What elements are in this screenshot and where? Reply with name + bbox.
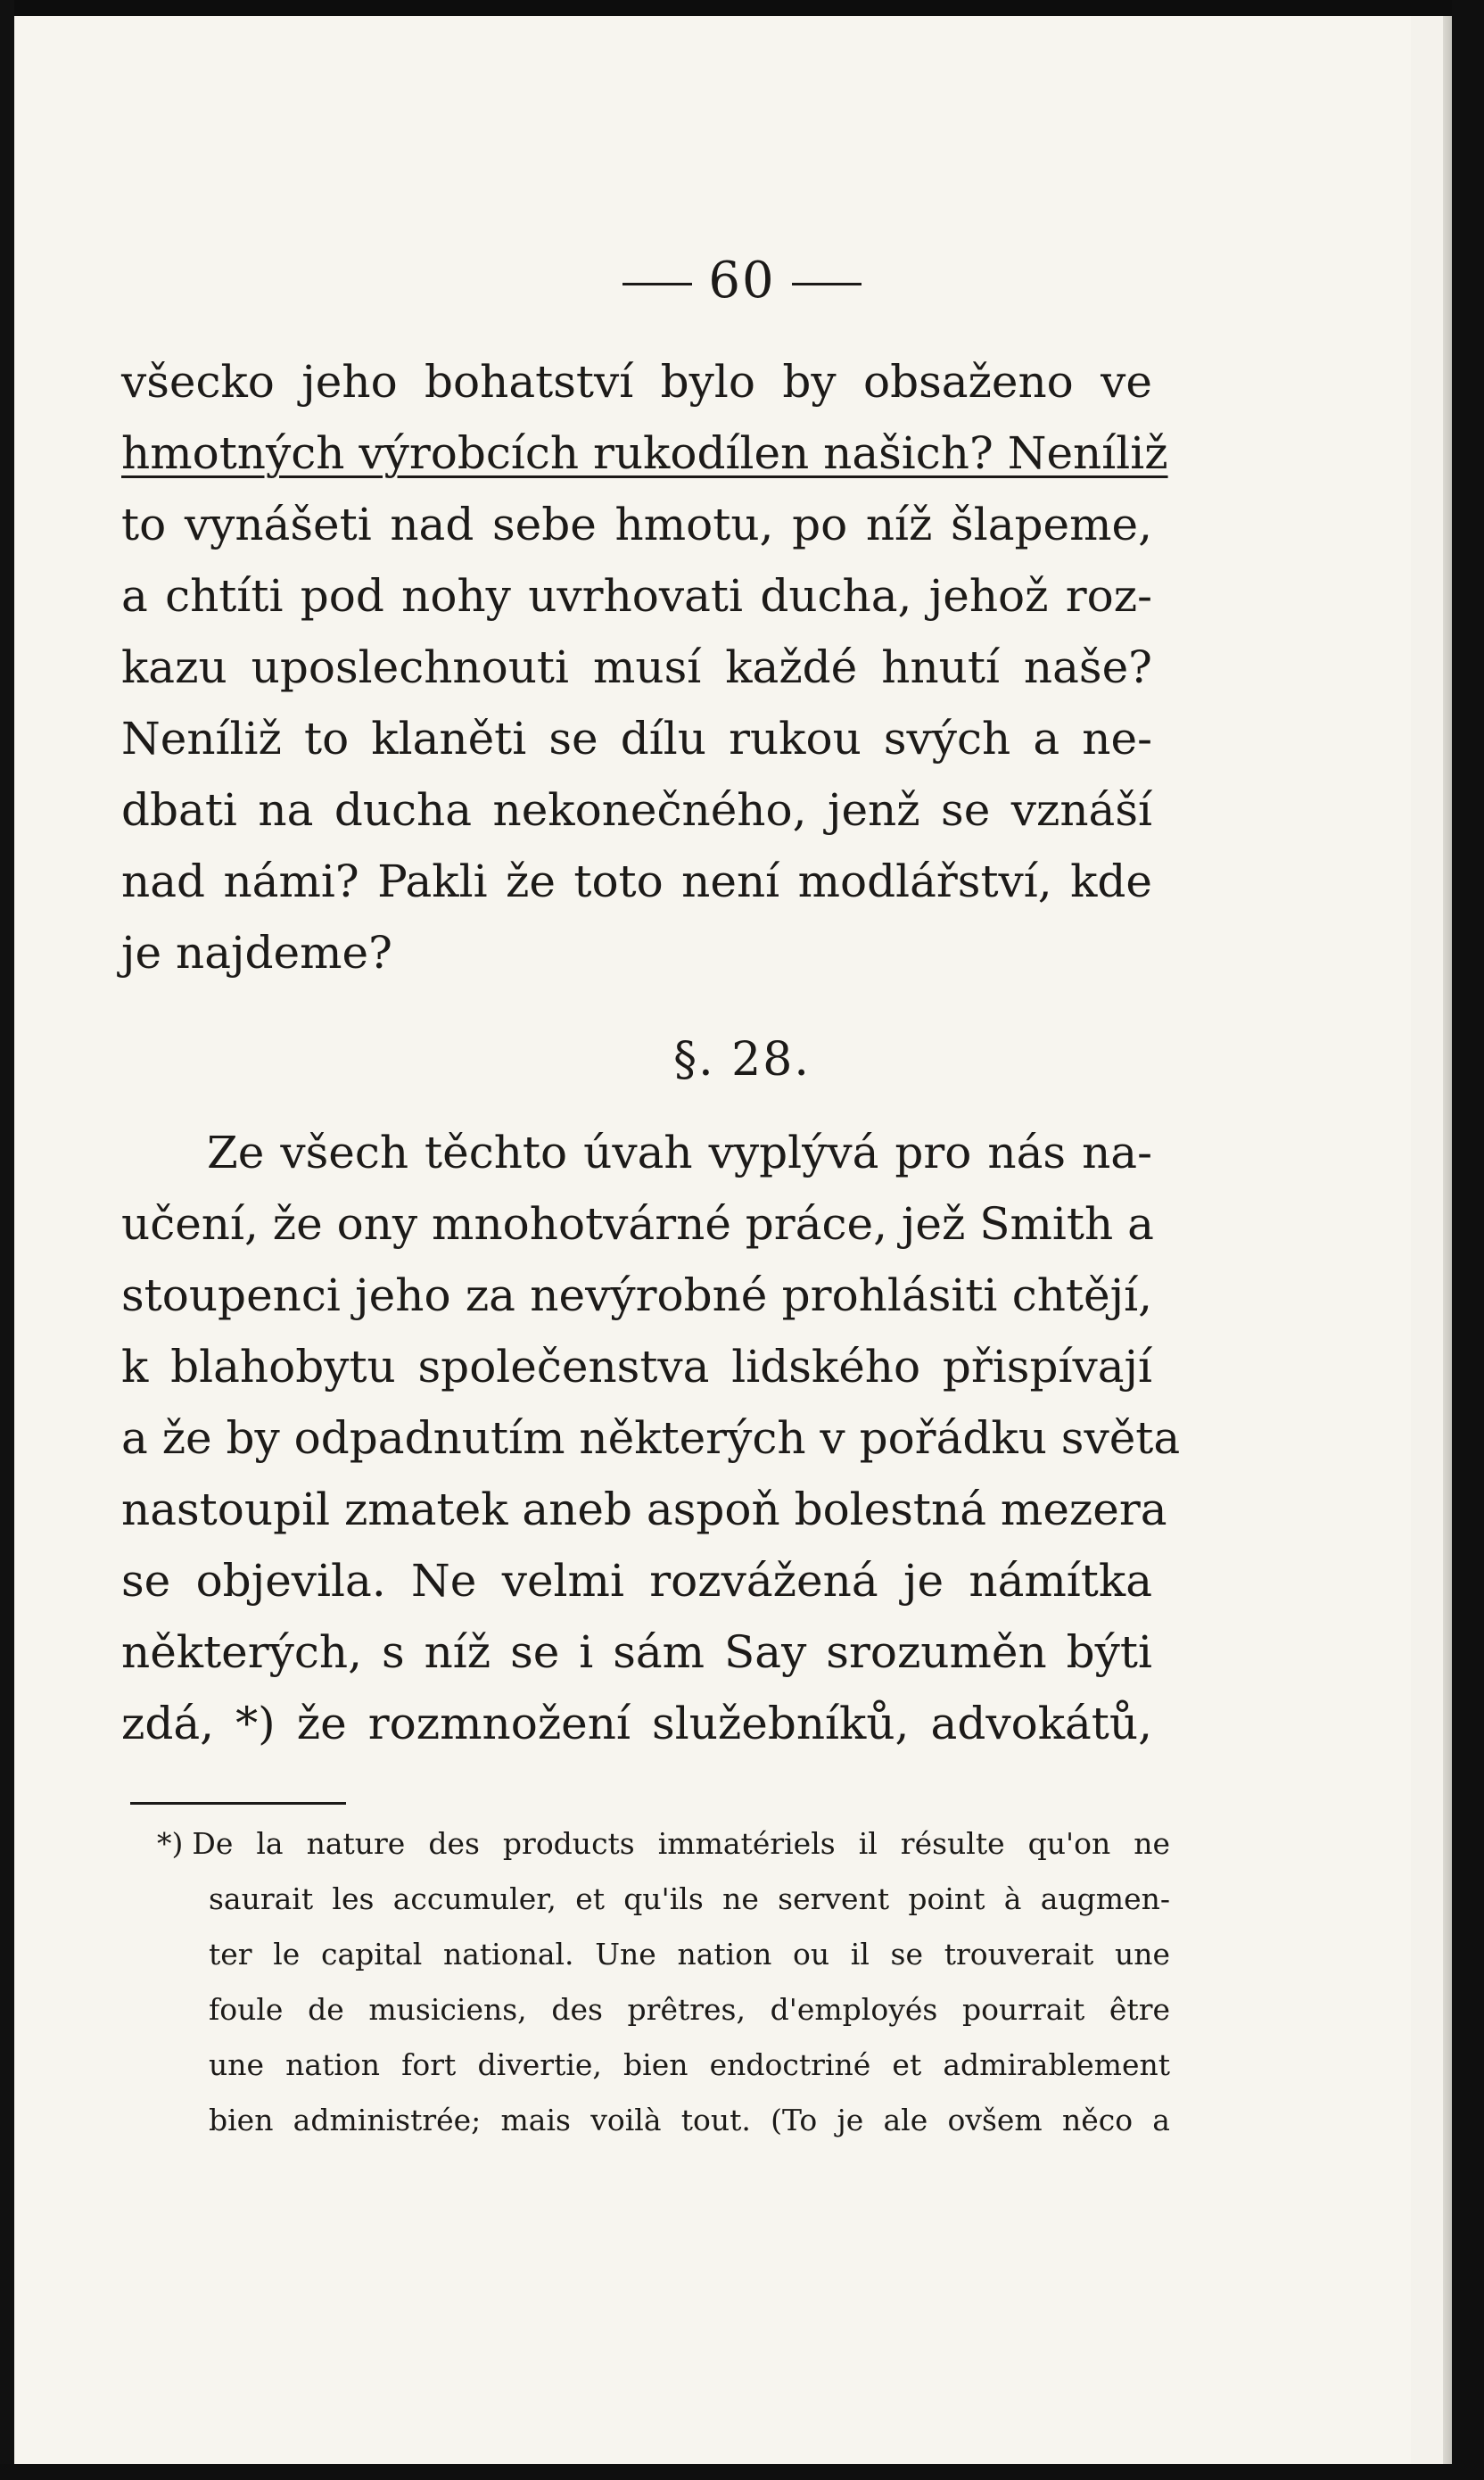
- footnote-rule: [130, 1802, 346, 1805]
- footnote-marker: *): [157, 1826, 184, 1861]
- page-number-dash-left: [622, 283, 692, 285]
- paragraph-1-line: nad námi? Pakli že toto není modlářství, kde: [121, 856, 1152, 907]
- paragraph-2-line: zdá, *) že rozmnožení služebníků, advokátů,: [121, 1698, 1152, 1749]
- paragraph-2-line: stoupenci jeho za nevýrobné prohlásiti chtějí,: [121, 1269, 1152, 1321]
- paragraph-1-line: dbati na ducha nekonečného, jenž se vznáší: [121, 784, 1152, 836]
- page-number-dash-right: [792, 283, 862, 285]
- footnote-text: De la nature des products immatériels il résulte qu'on ne: [192, 1826, 1170, 1861]
- paragraph-2-line: k blahobytu společenstva lidského přispívají: [121, 1341, 1152, 1393]
- scan-border-top: [0, 0, 1484, 16]
- paragraph-2-line: Ze všech těchto úvah vyplývá pro nás na-: [207, 1127, 1152, 1178]
- footnote-line: foule de musiciens, des prêtres, d'employés pourrait être: [209, 1992, 1170, 2027]
- page-number-value: 60: [708, 252, 776, 310]
- paragraph-1-line: Neníliž to klaněti se dílu rukou svých a ne-: [121, 713, 1152, 765]
- paragraph-2-line: a že by odpadnutím některých v pořádku světa: [121, 1412, 1181, 1464]
- scan-border-right: [1452, 0, 1484, 2480]
- paragraph-1-line: kazu uposlechnouti musí každé hnutí naše?: [121, 641, 1152, 693]
- paragraph-1-line: hmotných výrobcích rukodílen našich? Neníliž: [121, 427, 1168, 479]
- paragraph-2-line: některých, s níž se i sám Say srozuměn býti: [121, 1626, 1152, 1678]
- paragraph-1-line: a chtíti pod nohy uvrhovati ducha, jehož roz-: [121, 570, 1152, 622]
- footnote-line: une nation fort divertie, bien endoctriné et admirablement: [209, 2047, 1170, 2082]
- scan-border-left: [0, 0, 14, 2480]
- footnote-line: [157, 1825, 1170, 1863]
- paragraph-1-line: to vynášeti nad sebe hmotu, po níž šlapeme,: [121, 499, 1152, 550]
- paragraph-2-line: učení, že ony mnohotvárné práce, jež Smith a: [121, 1198, 1154, 1250]
- section-heading: §. 28.: [673, 1033, 811, 1087]
- footnote-line: bien administrée; mais voilà tout. (To je ale ovšem něco a: [209, 2103, 1170, 2137]
- scan-border-bottom: [0, 2464, 1484, 2480]
- footnote-line: saurait les accumuler, et qu'ils ne servent point à augmen-: [209, 1881, 1170, 1916]
- paragraph-2-line: nastoupil zmatek aneb aspoň bolestná mezera: [121, 1484, 1167, 1535]
- paragraph-2-line: se objevila. Ne velmi rozvážená je námítka: [121, 1555, 1152, 1607]
- page-number: [0, 252, 1484, 310]
- paragraph-1-line: všecko jeho bohatství bylo by obsaženo ve: [121, 356, 1152, 408]
- page-edge-shadow: [1443, 16, 1452, 2480]
- footnote-line: ter le capital national. Une nation ou il se trouverait une: [209, 1937, 1170, 1972]
- paragraph-1-line: je najdeme?: [121, 927, 392, 979]
